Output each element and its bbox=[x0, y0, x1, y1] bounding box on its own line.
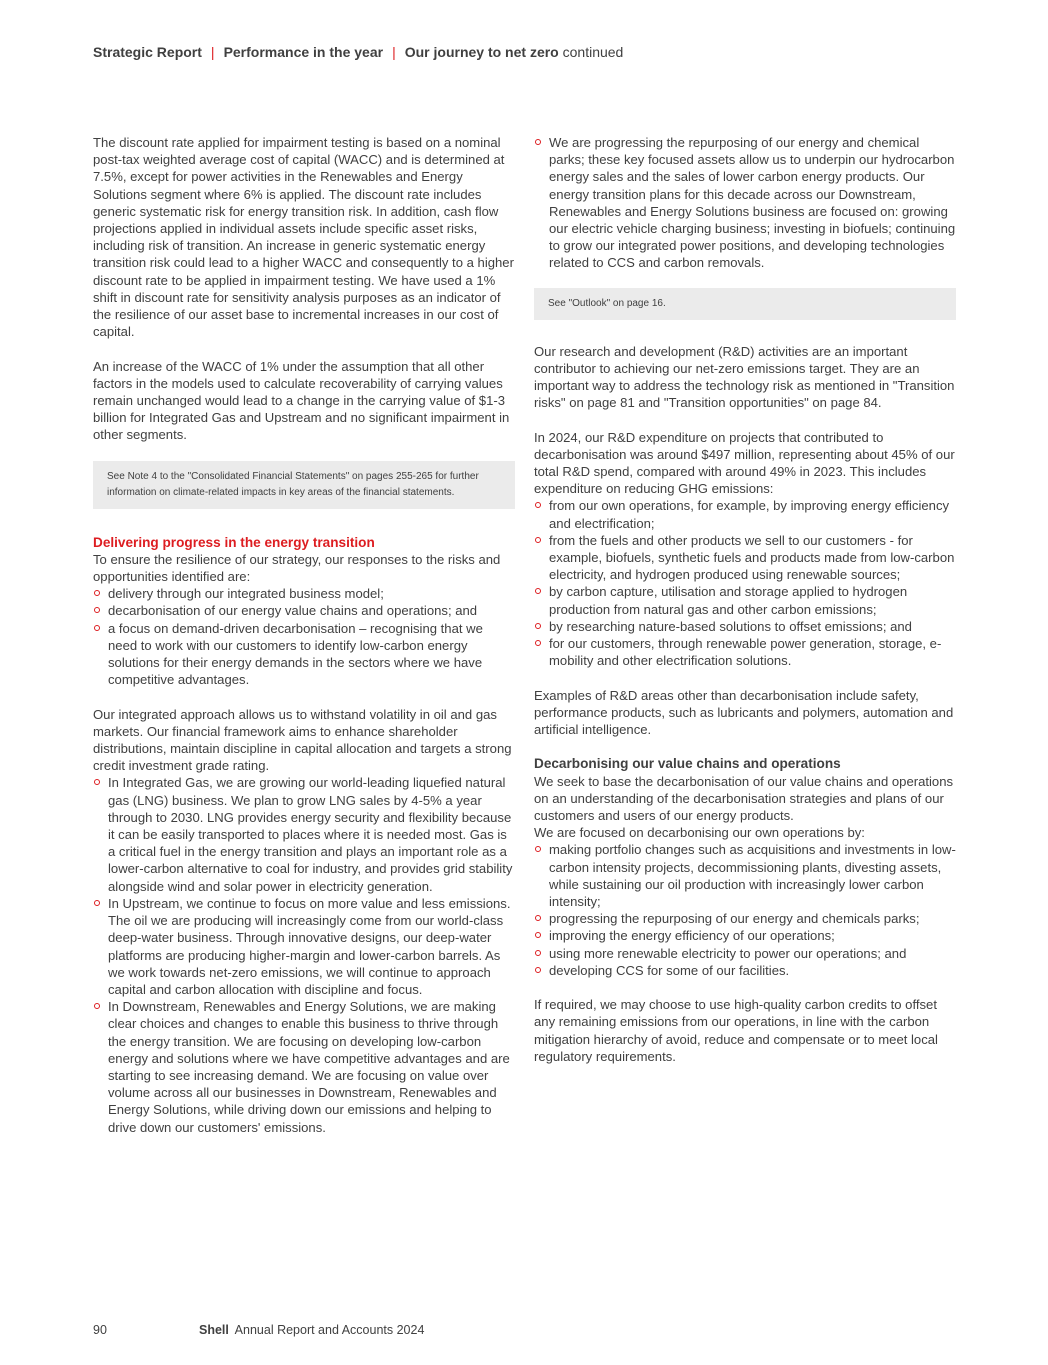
note-box-financial-statements: See Note 4 to the "Consolidated Financial Statements" on pages 255-265 for further information on climate-related impacts in key areas of the financial statements. bbox=[93, 461, 515, 509]
left-column bbox=[93, 134, 515, 1153]
list-item: using more renewable electricity to power our operations; and bbox=[534, 945, 956, 962]
ghg-bullet-list bbox=[534, 497, 956, 669]
breadcrumb-performance: Performance in the year bbox=[223, 44, 384, 60]
rd-expenditure-paragraph: In 2024, our R&D expenditure on projects that contributed to decarbonisation was around $497 million, representing about 45% of our total R&D spend, compared with around 49% in 2023. This includes expenditure on reducing GHG emissions: bbox=[534, 429, 955, 497]
rd-paragraph: Our research and development (R&D) activities are an important contributor to achieving our net-zero emissions target. They are an important way to address the technology risk as mentioned in "Transition risks" on page 81 and "Transition opportunities" on page 84. bbox=[534, 343, 955, 411]
right-column bbox=[534, 134, 956, 1082]
list-item: from the fuels and other products we sell to our customers - for example, biofuels, synthetic fuels and products made from low-carbon electricity, and hydrogen produced using renewable sources; bbox=[534, 532, 956, 584]
operations-bullet-list bbox=[534, 841, 956, 979]
list-item: a focus on demand-driven decarbonisation – recognising that we need to work with our customers to identify low-carbon energy solutions for their energy demands in the sectors where we have competitive advantages. bbox=[93, 620, 515, 689]
breadcrumb-separator: | bbox=[392, 44, 396, 60]
rd-examples-paragraph: Examples of R&D areas other than decarbonisation include safety, performance products, such as lubricants and polymers, automation and artificial intelligence. bbox=[534, 687, 954, 738]
list-item: improving the energy efficiency of our operations; bbox=[534, 927, 956, 944]
repurposing-bullet-list bbox=[534, 134, 956, 272]
list-item: delivery through our integrated business model; bbox=[93, 585, 515, 602]
carbon-credits-paragraph: If required, we may choose to use high-quality carbon credits to offset any remaining emissions from our operations, in line with the carbon mitigation hierarchy of avoid, reduce and compensate or to meet local regulatory requirements. bbox=[534, 997, 938, 1064]
list-item: In Upstream, we continue to focus on more value and less emissions. The oil we are producing will increasingly come from our world-class deep-water business. Through innovative designs, our deep-water platforms are producing higher-margin and lower-carbon barrels. As we work towards net-zero emissions, we will continue to approach capital and carbon allocation with discipline and focus. bbox=[93, 895, 515, 998]
breadcrumb-net-zero: Our journey to net zero bbox=[404, 44, 559, 60]
response-bullet-list bbox=[93, 585, 515, 688]
list-item: by carbon capture, utilisation and storage applied to hydrogen production from natural gas and other carbon emissions; bbox=[534, 583, 956, 617]
list-item: In Downstream, Renewables and Energy Solutions, we are making clear choices and changes to enable this business to thrive through the energy transition. We are focusing on developing low-carbon energy and solutions where we have competitive advantages and are starting to see increasing demand. We are focusing on value over volume across all our businesses in Downstream, Renewables and Energy Solutions, while driving down our emissions and helping to drive down our customers' emissions. bbox=[93, 998, 515, 1136]
list-item: for our customers, through renewable power generation, storage, e-mobility and other electrification solutions. bbox=[534, 635, 956, 669]
own-operations-paragraph: We are focused on decarbonising our own operations by: bbox=[534, 825, 865, 841]
list-item: decarbonisation of our energy value chains and operations; and bbox=[93, 602, 515, 619]
section-title-energy-transition: Delivering progress in the energy transition bbox=[93, 534, 375, 550]
footer-brand bbox=[199, 1321, 424, 1339]
continued-label: continued bbox=[562, 44, 624, 60]
list-item: In Integrated Gas, we are growing our world-leading liquefied natural gas (LNG) business. We plan to grow LNG sales by 4-5% a year through to 2030. LNG provides energy security and flexibility because it can be easily transported to places where it is needed most. Gas is a critical fuel in the energy transition and plays an important role as a lower-carbon alternative to coal for industry, and provides grid stability alongside wind and solar power in electricity generation. bbox=[93, 774, 515, 894]
breadcrumb-strategic-report: Strategic Report bbox=[93, 44, 202, 60]
list-item: from our own operations, for example, by improving energy efficiency and electrification; bbox=[534, 497, 956, 531]
page-number: 90 bbox=[93, 1323, 107, 1337]
report-title: Annual Report and Accounts 2024 bbox=[234, 1323, 425, 1337]
wacc-sensitivity-paragraph: An increase of the WACC of 1% under the assumption that all other factors in the models used to calculate recoverability of carrying values remain unchanged would lead to a change in the carrying value of $1-3 billion for Integrated Gas and Upstream and no significant impairment in other segments. bbox=[93, 358, 510, 443]
breadcrumb-separator: | bbox=[210, 44, 215, 60]
list-item: progressing the repurposing of our energy and chemicals parks; bbox=[534, 910, 956, 927]
business-bullet-list bbox=[93, 774, 515, 1135]
list-item: We are progressing the repurposing of our energy and chemical parks; these key focused assets allow us to underpin our hydrocarbon energy sales and the sales of lower carbon energy products. Our energy transition plans for this decade across our Downstream, Renewables and Energy Solutions business are focused on: growing our electric vehicle charging business; investing in biofuels; continuing to grow our integrated power positions, and developing technologies related to CCS and carbon removals. bbox=[534, 134, 956, 272]
wacc-paragraph: The discount rate applied for impairment testing is based on a nominal post-tax weighted average cost of capital (WACC) and is determined at 7.5%, except for power activities in the Renewables and Energy Solutions segment where 6% is applied. The discount rate includes generic systematic risk for energy transition risk. In addition, cash flow projections applied in individual assets include specific asset risks, including risk of transition. An increase in generic systematic energy transition risk could lead to a higher WACC and consequently to a higher discount rate to be applied in impairment testing. We have used a 1% shift in discount rate for sensitivity analysis purposes as an indicator of the resilience of our asset base to incremental increases in our cost of capital. bbox=[93, 135, 514, 340]
list-item: developing CCS for some of our facilities. bbox=[534, 962, 956, 979]
integrated-approach-paragraph: Our integrated approach allows us to withstand volatility in oil and gas markets. Our financial framework aims to enhance shareholder distributions, maintain discipline in capital allocation and targets a strong credit investment grade rating. bbox=[93, 706, 512, 774]
brand-name: Shell bbox=[199, 1323, 229, 1337]
breadcrumb bbox=[93, 43, 623, 61]
section-title-value-chains: Decarbonising our value chains and operations bbox=[534, 756, 841, 772]
list-item: by researching nature-based solutions to offset emissions; and bbox=[534, 618, 956, 635]
section-intro: To ensure the resilience of our strategy, our responses to the risks and opportunities identified are: bbox=[93, 551, 501, 585]
value-chain-paragraph: We seek to base the decarbonisation of our value chains and operations on an understanding of the decarbonisation strategies and plans of our customers and users of our energy products. bbox=[534, 773, 954, 824]
note-box-outlook: See "Outlook" on page 16. bbox=[534, 288, 956, 320]
list-item: making portfolio changes such as acquisitions and investments in low-carbon intensity projects, decommissioning plants, divesting assets, while sustaining our oil production with increasingly lower carbon intensity; bbox=[534, 841, 956, 910]
